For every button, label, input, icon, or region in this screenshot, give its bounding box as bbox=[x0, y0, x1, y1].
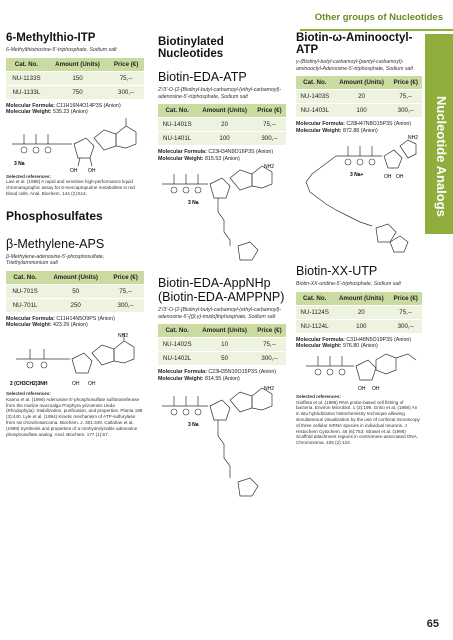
svg-text:NH2: NH2 bbox=[118, 333, 129, 340]
table-header-amount: Amount (Units) bbox=[333, 292, 389, 306]
column-middle bbox=[158, 30, 286, 510]
cat-no: NU-1124S bbox=[296, 305, 333, 319]
order-table-aminooctyl bbox=[296, 76, 422, 117]
section-title-eda-atp: Biotin-EDA-ATP bbox=[158, 70, 247, 84]
svg-text:OH: OH bbox=[70, 167, 78, 174]
price: 300,-- bbox=[389, 104, 422, 118]
price: 75,-- bbox=[253, 338, 286, 352]
formula-methylthio: Molecular Formula: C11H16N4O14P3S (Anion) Molecular Weight: 535.23 (Anion) bbox=[6, 102, 121, 116]
structure-methylthio-itp bbox=[6, 116, 144, 174]
table-row bbox=[158, 132, 286, 146]
subtitle-aminooctyl: γ-(Biotinyl-butyl-carbamoyl-(pentyl-carbamoyl)-aminooctyl-Adenosine-5'-triphosphate, Sodium salt bbox=[296, 59, 413, 72]
svg-text:OH: OH bbox=[384, 174, 392, 181]
svg-text:OH: OH bbox=[88, 381, 96, 388]
table-row bbox=[6, 284, 144, 298]
header-title: Other groups of Nucleotides bbox=[314, 12, 443, 23]
section-title-eda-appnhp: Biotin-EDA-AppNHp (Biotin-EDA-AMPPNP) bbox=[158, 276, 285, 305]
svg-text:NH2: NH2 bbox=[408, 135, 419, 142]
table-header-amount: Amount (Units) bbox=[196, 324, 253, 338]
structure-methylene-aps bbox=[6, 329, 144, 391]
amount: 250 bbox=[44, 298, 107, 312]
subtitle-methylene-aps: β-Methylene-adenosine-5'-phosphosulfate, Triethylammonium salt bbox=[6, 253, 105, 267]
table-header-cat: Cat. No. bbox=[296, 76, 334, 90]
cat-no: NU-1402S bbox=[158, 338, 196, 352]
section-title-biotinylated: Biotinylated Nucleotides bbox=[158, 36, 224, 60]
table-row bbox=[6, 85, 144, 99]
subtitle-eda-atp: 2'/3'-O-{2-[Biotinyl-butyl-carbamoyl-(ethyl-carbamoyl)-adenosine-5'-triphosphate, Sodium salt bbox=[158, 87, 282, 100]
page-header bbox=[300, 8, 453, 30]
table-row bbox=[6, 71, 144, 85]
subtitle-methylthio: 6-Methylthioinosine-5'-triphosphate, Sodium salt bbox=[6, 47, 117, 53]
price: 75,-- bbox=[389, 305, 422, 319]
table-row bbox=[296, 104, 422, 118]
section-title-methylene-aps: β-Methylene-APS bbox=[6, 236, 105, 251]
column-right bbox=[296, 30, 422, 446]
table-row bbox=[158, 352, 286, 366]
order-table-methylthio bbox=[6, 58, 144, 99]
amount: 100 bbox=[334, 104, 390, 118]
table-header-cat: Cat. No. bbox=[158, 104, 196, 118]
section-title-methylthio: 6-Methylthio-ITP bbox=[6, 32, 96, 44]
references-methylene-aps: Selected references: Kanno et al. (1996) Adenosine 5'-phosphosulfate sulfotransferase from the marine macroalga Porphyra yezoensis Ueda (Rhodophyta): Stabilization, purification, and properties. Planta 198 (3):440. Lyle et al. (1994) Kinetic mechanism of ATP-sulfurylase from rat chondrosarcoma. Biochem. J. 301:349. Callahan et al. (1989) Synthesis and properties of a nonhydrolyzable adenosine phosphosulfate analog. Anal. Biochem. 177 (1):67. bbox=[6, 391, 143, 437]
counterion-label: 3 Na bbox=[188, 422, 199, 429]
price: 75,-- bbox=[108, 71, 144, 85]
amount: 150 bbox=[47, 71, 108, 85]
formula-xx-utp: Molecular Formula: C31H48N5O19P3S (Anion) Molecular Weight: 976.80 (Anion) bbox=[296, 336, 412, 350]
table-header-cat: Cat. No. bbox=[296, 292, 333, 306]
svg-text:OH: OH bbox=[88, 167, 96, 174]
table-row bbox=[158, 118, 286, 132]
cat-no: NU-701L bbox=[6, 298, 44, 312]
price: 300,-- bbox=[108, 85, 144, 99]
table-header-amount: Amount (Units) bbox=[47, 58, 108, 72]
table-header-amount: Amount (Units) bbox=[334, 76, 390, 90]
price: 300,-- bbox=[389, 319, 422, 333]
price: 75,-- bbox=[253, 118, 286, 132]
cat-no: NU-1133S bbox=[6, 71, 47, 85]
price: 300,-- bbox=[253, 352, 286, 366]
order-table-xx-utp bbox=[296, 292, 422, 333]
table-header-price: Price (€) bbox=[389, 292, 422, 306]
table-row bbox=[6, 298, 144, 312]
table-header-price: Price (€) bbox=[253, 324, 286, 338]
table-header-price: Price (€) bbox=[108, 58, 144, 72]
amount: 100 bbox=[333, 319, 389, 333]
table-row bbox=[296, 319, 422, 333]
side-tab-label: Nucleotide Analogs bbox=[434, 96, 449, 217]
svg-text:OH: OH bbox=[396, 174, 404, 181]
table-header-cat: Cat. No. bbox=[158, 324, 196, 338]
table-row bbox=[296, 305, 422, 319]
page-number: 65 bbox=[426, 618, 439, 630]
column-left bbox=[6, 30, 144, 437]
amount: 20 bbox=[196, 118, 253, 132]
cat-no: NU-1124L bbox=[296, 319, 333, 333]
amount: 10 bbox=[196, 338, 253, 352]
formula-eda-appnhp: Molecular Formula: C23H35N10O15P3S (Anion) Molecular Weight: 814.55 (Anion) bbox=[158, 369, 277, 382]
cat-no: NU-701S bbox=[6, 284, 44, 298]
price: 75,-- bbox=[389, 90, 422, 104]
order-table-methylene-aps bbox=[6, 271, 144, 312]
cat-no: NU-1403S bbox=[296, 90, 334, 104]
amount: 20 bbox=[333, 305, 389, 319]
svg-text:OH: OH bbox=[372, 385, 380, 392]
amount: 20 bbox=[334, 90, 390, 104]
svg-text:NH2: NH2 bbox=[264, 386, 275, 393]
price: 75,-- bbox=[107, 284, 144, 298]
side-tab bbox=[425, 34, 453, 234]
section-title-xx-utp: Biotin-XX-UTP bbox=[296, 264, 378, 279]
cat-no: NU-1403L bbox=[296, 104, 334, 118]
counterion-label: 3 Na bbox=[14, 160, 25, 167]
table-header-cat: Cat. No. bbox=[6, 58, 47, 72]
amount: 50 bbox=[196, 352, 253, 366]
cat-no: NU-1401L bbox=[158, 132, 196, 146]
table-header-cat: Cat. No. bbox=[6, 271, 44, 285]
subtitle-eda-appnhp: 2'/3'-O-{2-[Biotinyl-butyl-carbamoyl-(ethyl-carbamoyl)-adenosine-5'-[(β,γ)-imido]triphosphate, Sodium salt bbox=[158, 307, 282, 320]
cat-no: NU-1133L bbox=[6, 85, 47, 99]
price: 300,-- bbox=[253, 132, 286, 146]
counterion-label: 3 Na+ bbox=[350, 172, 364, 179]
amount: 50 bbox=[44, 284, 107, 298]
table-header-price: Price (€) bbox=[253, 104, 286, 118]
table-header-amount: Amount (Units) bbox=[44, 271, 107, 285]
table-header-amount: Amount (Units) bbox=[196, 104, 253, 118]
section-title-phosphosulfates: Phosphosulfates bbox=[6, 208, 103, 223]
svg-text:NH2: NH2 bbox=[264, 164, 275, 171]
structure-biotin-eda-appnhp bbox=[158, 382, 286, 510]
references-methylthio: Selected references: Lavi et al. (1985) A rapid and sensitive high-performance liquid chromatographic assay for 6-mercaptopurine metabolites in red blood cells. Anal. Biochem. 144 (2):514. bbox=[6, 173, 135, 197]
formula-eda-atp: Molecular Formula: C23H34N9O16P3S (Anion) Molecular Weight: 815.53 (Anion) bbox=[158, 149, 274, 162]
amount: 100 bbox=[196, 132, 253, 146]
order-table-eda-atp bbox=[158, 104, 286, 145]
order-table-eda-appnhp bbox=[158, 324, 286, 365]
structure-biotin-aminooctyl-atp bbox=[296, 134, 422, 258]
counterion-label: 3 Na bbox=[188, 200, 199, 207]
structure-biotin-eda-atp bbox=[158, 162, 286, 270]
counterion-label: 2 (CH3CH2)3NH bbox=[10, 381, 48, 388]
cat-no: NU-1402L bbox=[158, 352, 196, 366]
formula-aminooctyl: Molecular Formula: C28H47N8O15P3S (Anion) Molecular Weight: 872.88 (Anion) bbox=[296, 121, 412, 134]
formula-methylene-aps: Molecular Formula: C11H14N5O9PS (Anion) Molecular Weight: 423.29 (Anion) bbox=[6, 315, 115, 329]
table-header-price: Price (€) bbox=[389, 76, 422, 90]
table-row bbox=[296, 90, 422, 104]
structure-biotin-xx-utp bbox=[296, 350, 422, 394]
amount: 750 bbox=[47, 85, 108, 99]
table-row bbox=[158, 338, 286, 352]
section-title-aminooctyl: Biotin-ω-Aminooctyl-ATP bbox=[296, 32, 413, 56]
subtitle-xx-utp: Biotin-XX-uridine-5'-triphosphate, Sodium salt bbox=[296, 281, 401, 288]
svg-text:OH: OH bbox=[72, 381, 80, 388]
price: 300,-- bbox=[107, 298, 144, 312]
cat-no: NU-1401S bbox=[158, 118, 196, 132]
references-xx-utp: Selected references: Gioffeta et al. (1996) RNA probe-based cell fishing of bacteria. Environ Microbiol. 1 (3):199. Grino et al. (1998) An in situ hybridization histochemistry technique allowing simultaneous visualization by the use of confocal microscopy of three cellular mRNA species in individual neurons. J Histochem Cytochem. 46 (6):753. Strasel et al. (1996) Scaffold attachment regions in centromere-associated DNA. Chromosoma. 105 (2):122. bbox=[296, 393, 420, 446]
svg-text:OH: OH bbox=[358, 385, 366, 392]
table-header-price: Price (€) bbox=[107, 271, 144, 285]
